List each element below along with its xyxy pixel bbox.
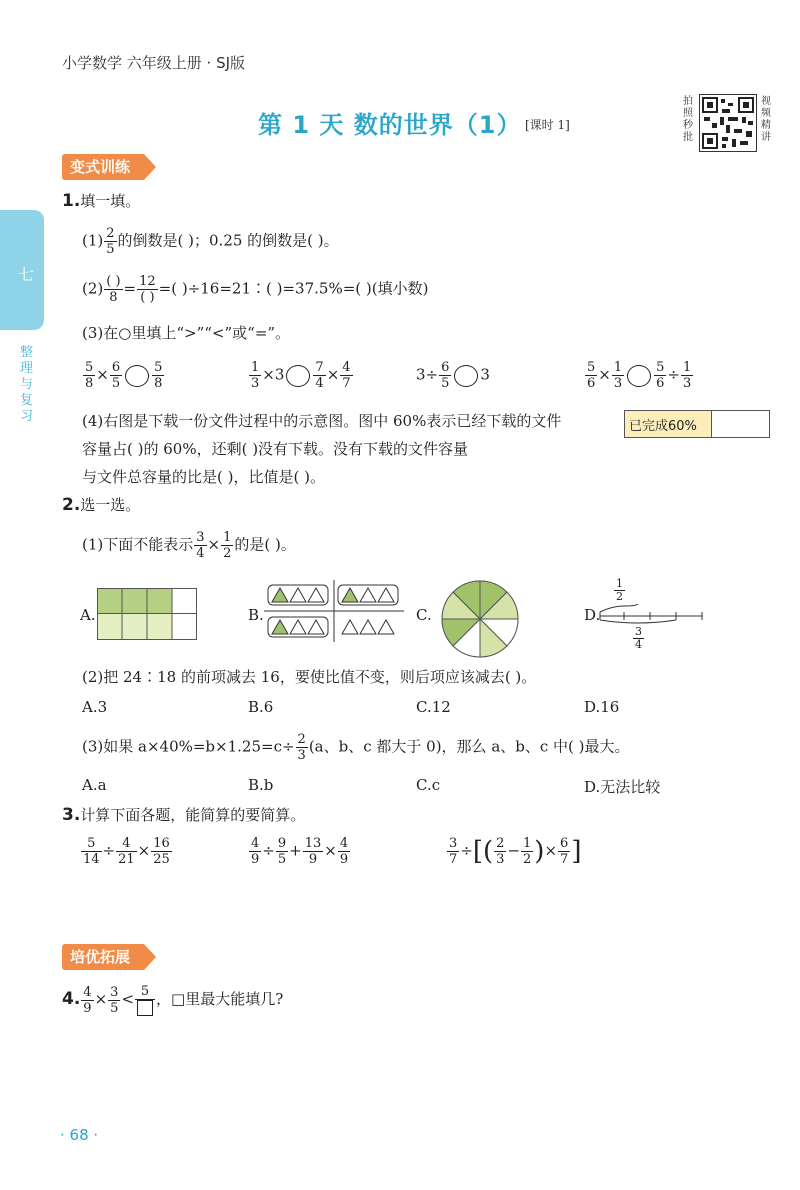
q3-expression-3: $\frac{3}{7}$ ÷[( $\frac{2}{3}$ − $\frac{1}{2}$ )× $\frac{6}{7}$ ] [449, 836, 582, 867]
blank-square[interactable] [137, 1000, 153, 1016]
q4: 4. $\frac{4}{9}$ × $\frac{3}{5}$ < 5 ，□里最大能填几? [62, 984, 284, 1016]
q2-p2-opt-a[interactable]: A.3 [82, 698, 108, 716]
q1-part2 [82, 274, 428, 305]
pie-fraction-figure [440, 579, 520, 659]
q2-heading [62, 494, 140, 515]
chapter-vertical-title: 整理与复习 [20, 345, 34, 424]
qr-right-label: 视频精讲 [761, 96, 771, 143]
q2-opt-a-label[interactable]: A. [80, 606, 96, 624]
q1-p2-prefix: (2) [82, 279, 104, 298]
download-progress-bar [624, 410, 770, 438]
q2-p2-opt-d[interactable]: D.16 [584, 698, 620, 716]
q2-p2-opt-c[interactable]: C.12 [416, 698, 451, 716]
q2-opt-c-label[interactable]: C. [416, 606, 432, 624]
q3-number: 3. [62, 805, 81, 825]
q2-title: 选一选。 [80, 496, 141, 514]
answer-circle[interactable] [286, 365, 310, 387]
lesson-tag: [课时 1] [525, 118, 570, 132]
book-header: 小学数学 六年级上册 · SJ版 [62, 54, 246, 72]
numberline-bottom-fraction: $\frac{3}{4}$ [635, 625, 642, 651]
fraction: $\frac{12}{( )}$ [139, 274, 156, 305]
q1-number: 1. [62, 191, 81, 211]
answer-circle[interactable] [125, 365, 149, 387]
q2-p3-opt-a[interactable]: A.a [82, 776, 107, 794]
q3-title: 计算下面各题，能简算的要简算。 [80, 806, 306, 824]
q1-p1-text: 的倒数是( )；0.25 的倒数是( )。 [117, 231, 339, 250]
section-practice-badge: 变式训练 [62, 154, 144, 180]
q2-part3: (3)如果 a×40%=b×1.25=c÷ $\frac{2}{3}$ (a、b、c 都大于 0)，那么 a、b、c 中( )最大。 [82, 732, 630, 763]
q2-opt-b-label[interactable]: B. [248, 606, 264, 624]
section-extension-badge: 培优拓展 [62, 944, 144, 970]
q3-heading [62, 804, 305, 825]
q1-part4-line3: 与文件总容量的比是( )，比值是( )。 [82, 468, 325, 486]
q3-expression-1: $\frac{5}{14}$ ÷ $\frac{4}{21}$ × $\frac{16}{25}$ [83, 836, 170, 867]
page-title: 第 1 天 数的世界（1） [258, 111, 522, 139]
chapter-number: 七 [18, 265, 35, 284]
fraction: $\frac{( )}{8}$ [106, 274, 121, 305]
answer-circle[interactable] [454, 365, 478, 387]
q2-p3-opt-b[interactable]: B.b [248, 776, 274, 794]
progress-label: 已完成60% [629, 419, 697, 434]
compare-item-3: 3÷ $\frac{6}{5}$ 3 [416, 360, 490, 391]
q2-part2: (2)把 24∶18 的前项减去 16，要使比值不变，则后项应该减去( )。 [82, 668, 537, 686]
compare-item-2: $\frac{1}{3}$ ×3 $\frac{7}{4}$ × $\frac{4}{7}$ [251, 360, 351, 391]
numberline-top-fraction: $\frac{1}{2}$ [616, 577, 623, 603]
q3-expression-2: $\frac{4}{9}$ ÷ $\frac{9}{5}$ + $\frac{13}{9}$ × $\frac{4}{9}$ [251, 836, 349, 867]
qr-block[interactable] [682, 94, 774, 152]
q1-part4-line2: 容量占( )的 60%，还剩( )没有下载。没有下载的文件容量 [82, 440, 469, 458]
compare-item-4: $\frac{5}{6}$ × $\frac{1}{3}$ $\frac{5}{6}$ ÷ $\frac{1}{3}$ [587, 360, 692, 391]
q2-p3-opt-d[interactable]: D.无法比较 [584, 778, 661, 796]
q1-p1-prefix: (1) [82, 231, 104, 250]
equals-sign: = [123, 279, 137, 298]
page-number: · 68 · [60, 1126, 99, 1144]
q2-part1: (1)下面不能表示 $\frac{3}{4}$ × $\frac{1}{2}$ 的是( )。 [82, 530, 296, 561]
q1-p2-text: =( )÷16=21∶( )=37.5%=( )(填小数) [158, 279, 429, 298]
qr-left-label: 拍照秒批 [683, 96, 693, 143]
q2-opt-d-label[interactable]: D. [584, 606, 601, 624]
q1-part4-line1: (4)右图是下载一份文件过程中的示意图。图中 60%表示已经下载的文件 [82, 412, 562, 430]
numberline-figure [598, 604, 704, 628]
fraction: $\frac{2}{5}$ [106, 226, 115, 257]
compare-item-1: $\frac{5}{8}$ × $\frac{6}{5}$ $\frac{5}{8}$ [85, 360, 163, 391]
q2-number: 2. [62, 495, 81, 515]
q1-heading [62, 190, 140, 211]
qr-code-icon[interactable] [699, 94, 757, 152]
q1-part1 [82, 226, 339, 257]
q1-title: 填一填。 [80, 192, 141, 210]
q1-part3-instruction: (3)在○里填上“>”“<”或“=”。 [82, 324, 291, 342]
answer-circle[interactable] [627, 365, 651, 387]
triangle-groups-figure [264, 580, 404, 642]
grid-fraction-figure [97, 588, 197, 640]
q2-p2-opt-b[interactable]: B.6 [248, 698, 274, 716]
q2-p3-opt-c[interactable]: C.c [416, 776, 441, 794]
